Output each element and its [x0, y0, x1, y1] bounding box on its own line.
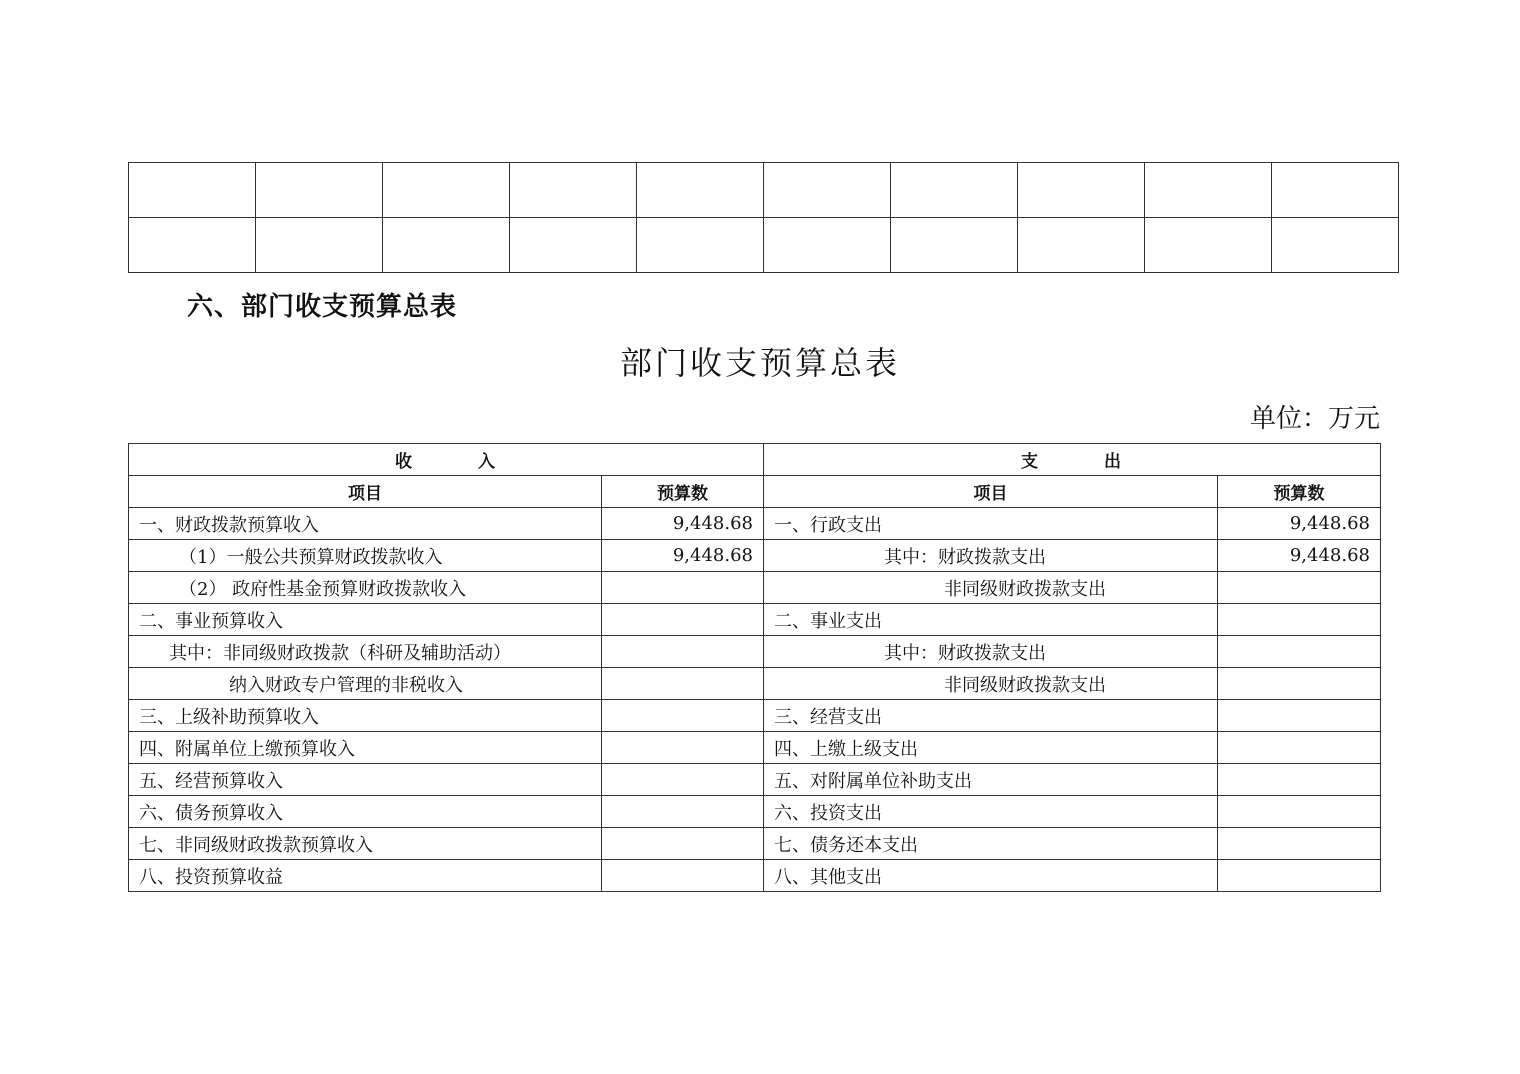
table-row — [129, 572, 1381, 604]
income-item: 纳入财政专户管理的非税收入 — [129, 668, 602, 700]
expense-item: 三、经营支出 — [764, 700, 1218, 732]
expense-item: 七、债务还本支出 — [764, 828, 1218, 860]
expense-item: 八、其他支出 — [764, 860, 1218, 892]
income-value — [602, 668, 764, 700]
income-item: 五、经营预算收入 — [129, 764, 602, 796]
expense-item: 五、对附属单位补助支出 — [764, 764, 1218, 796]
income-value — [602, 604, 764, 636]
income-value — [602, 860, 764, 892]
table-cell — [510, 163, 637, 218]
table-cell — [1018, 163, 1145, 218]
table-row — [129, 860, 1381, 892]
expense-value — [1218, 796, 1381, 828]
table-cell — [1272, 218, 1399, 273]
table-cell — [383, 218, 510, 273]
expense-value — [1218, 732, 1381, 764]
income-item: 其中：非同级财政拨款（科研及辅助活动） — [129, 636, 602, 668]
income-value — [602, 732, 764, 764]
table-row — [129, 796, 1381, 828]
expense-item: 非同级财政拨款支出 — [764, 572, 1218, 604]
expense-group-char-1: 支 — [1021, 452, 1040, 472]
expense-item: 二、事业支出 — [764, 604, 1218, 636]
table-row — [129, 828, 1381, 860]
income-group-char-2: 入 — [478, 452, 497, 472]
income-value — [602, 828, 764, 860]
table-row — [129, 732, 1381, 764]
income-item: 七、非同级财政拨款预算收入 — [129, 828, 602, 860]
table-row — [129, 604, 1381, 636]
income-item: （1）一般公共预算财政拨款收入 — [129, 540, 602, 572]
table-cell — [383, 163, 510, 218]
table-cell — [1145, 218, 1272, 273]
table-cell — [637, 218, 764, 273]
table-row — [129, 218, 1399, 273]
expense-value — [1218, 636, 1381, 668]
table-cell — [256, 218, 383, 273]
table-cell — [129, 163, 256, 218]
table-cell — [764, 218, 891, 273]
income-group-char-1: 收 — [395, 452, 414, 472]
expense-budget-header: 预算数 — [1218, 476, 1381, 508]
income-group-header — [129, 444, 764, 476]
expense-item: 四、上缴上级支出 — [764, 732, 1218, 764]
income-budget-header: 预算数 — [602, 476, 764, 508]
expense-value — [1218, 604, 1381, 636]
income-value: 9,448.68 — [602, 540, 764, 572]
table-cell — [510, 218, 637, 273]
income-item: 三、上级补助预算收入 — [129, 700, 602, 732]
income-value — [602, 700, 764, 732]
expense-value: 9,448.68 — [1218, 508, 1381, 540]
unit-label: 单位：万元 — [1249, 404, 1380, 434]
table-row — [129, 508, 1381, 540]
table-title: 部门收支预算总表 — [619, 344, 900, 382]
group-header-row — [129, 444, 1381, 476]
income-item: 六、债务预算收入 — [129, 796, 602, 828]
table-cell — [1145, 163, 1272, 218]
expense-item: 非同级财政拨款支出 — [764, 668, 1218, 700]
income-item: 一、财政拨款预算收入 — [129, 508, 602, 540]
table-cell — [1018, 218, 1145, 273]
expense-item: 其中：财政拨款支出 — [764, 540, 1218, 572]
expense-value — [1218, 828, 1381, 860]
expense-value — [1218, 700, 1381, 732]
table-row — [129, 636, 1381, 668]
expense-item: 一、行政支出 — [764, 508, 1218, 540]
section-heading: 六、部门收支预算总表 — [187, 292, 458, 322]
table-cell — [129, 218, 256, 273]
income-item: （2） 政府性基金预算财政拨款收入 — [129, 572, 602, 604]
income-value — [602, 796, 764, 828]
expense-item: 其中：财政拨款支出 — [764, 636, 1218, 668]
table-row — [129, 700, 1381, 732]
table-cell — [764, 163, 891, 218]
table-cell — [256, 163, 383, 218]
expense-item-header: 项目 — [764, 476, 1218, 508]
income-value — [602, 764, 764, 796]
table-row — [129, 540, 1381, 572]
income-item: 八、投资预算收益 — [129, 860, 602, 892]
income-item: 二、事业预算收入 — [129, 604, 602, 636]
income-item: 四、附属单位上缴预算收入 — [129, 732, 602, 764]
expense-value — [1218, 860, 1381, 892]
expense-value — [1218, 764, 1381, 796]
expense-item: 六、投资支出 — [764, 796, 1218, 828]
income-item-header: 项目 — [129, 476, 602, 508]
table-cell — [891, 218, 1018, 273]
expense-group-header — [764, 444, 1381, 476]
expense-value — [1218, 668, 1381, 700]
expense-value — [1218, 572, 1381, 604]
table-cell — [891, 163, 1018, 218]
table-cell — [637, 163, 764, 218]
expense-value: 9,448.68 — [1218, 540, 1381, 572]
expense-group-char-2: 出 — [1104, 452, 1123, 472]
income-value — [602, 636, 764, 668]
budget-summary-table — [128, 443, 1381, 892]
table-cell — [1272, 163, 1399, 218]
table-row — [129, 163, 1399, 218]
table-row — [129, 668, 1381, 700]
table-row — [129, 764, 1381, 796]
column-header-row — [129, 476, 1381, 508]
income-value: 9,448.68 — [602, 508, 764, 540]
income-value — [602, 572, 764, 604]
previous-table-fragment — [128, 162, 1399, 273]
